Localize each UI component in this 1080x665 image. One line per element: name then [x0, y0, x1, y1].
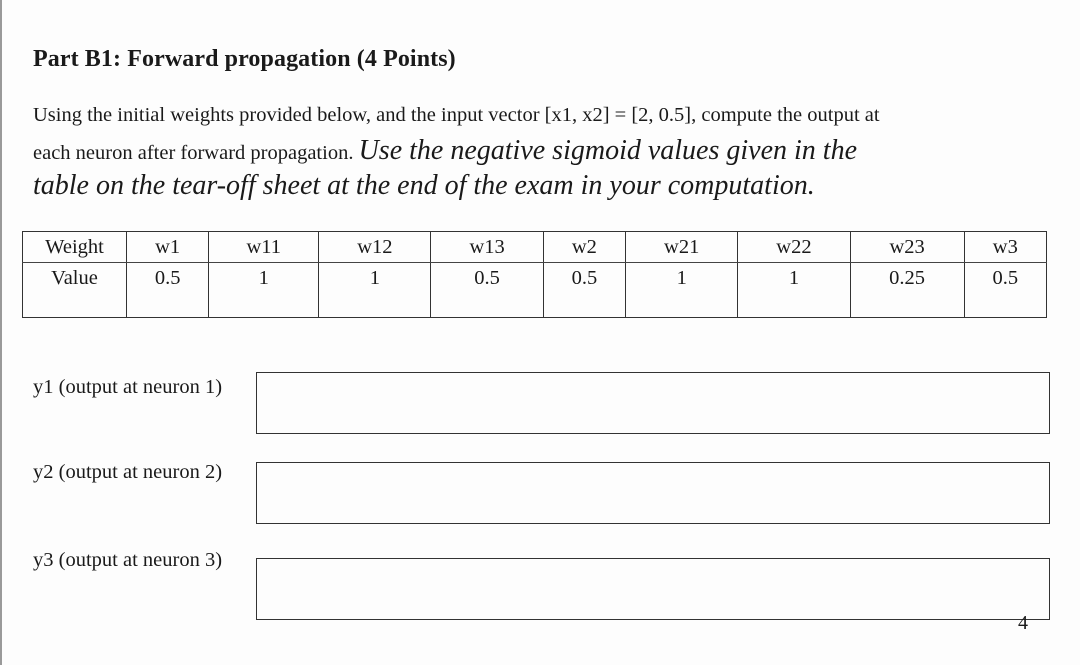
weights-value-row — [23, 263, 1047, 318]
y3-answer-box[interactable] — [256, 558, 1050, 620]
instructions-line-3: table on the tear-off sheet at the end of the exam in your computation. — [33, 170, 815, 201]
weight-value-cell: 0.5 — [127, 263, 209, 318]
weight-name-cell: w3 — [964, 232, 1046, 263]
weight-name-cell: w22 — [738, 232, 850, 263]
part-title: Part B1: Forward propagation (4 Points) — [33, 46, 456, 72]
weight-value-cell: 0.5 — [431, 263, 543, 318]
weight-name-cell: w23 — [850, 232, 964, 263]
row-header-weight: Weight — [23, 232, 127, 263]
weight-name-cell: w1 — [127, 232, 209, 263]
weight-value-cell: 0.5 — [964, 263, 1046, 318]
instructions-line-1: Using the initial weights provided below, and the input vector [x1, x2] = [2, 0.5], compute the output at — [33, 104, 880, 126]
row-header-value: Value — [23, 263, 127, 318]
instructions-line-2-normal: each neuron after forward propagation. — [33, 142, 354, 164]
y3-label: y3 (output at neuron 3) — [33, 549, 223, 571]
page-edge-rule — [0, 0, 2, 665]
y2-label: y2 (output at neuron 2) — [33, 461, 223, 483]
weight-value-cell: 1 — [209, 263, 319, 318]
y1-answer-box[interactable] — [256, 372, 1050, 434]
instructions-line-2 — [33, 135, 857, 167]
weights-header-row — [23, 232, 1047, 263]
weight-name-cell: w11 — [209, 232, 319, 263]
weight-name-cell: w12 — [319, 232, 431, 263]
weight-value-cell: 1 — [626, 263, 738, 318]
weight-value-cell: 1 — [319, 263, 431, 318]
y2-answer-box[interactable] — [256, 462, 1050, 524]
y1-label: y1 (output at neuron 1) — [33, 376, 223, 398]
weight-name-cell: w13 — [431, 232, 543, 263]
weights-table — [22, 231, 1047, 318]
weight-name-cell: w21 — [626, 232, 738, 263]
weight-value-cell: 1 — [738, 263, 850, 318]
weight-value-cell: 0.25 — [850, 263, 964, 318]
weight-value-cell: 0.5 — [543, 263, 625, 318]
instructions-line-2-italic: Use the negative sigmoid values given in the — [358, 135, 857, 166]
weight-name-cell: w2 — [543, 232, 625, 263]
page-number: 4 — [1018, 612, 1028, 634]
